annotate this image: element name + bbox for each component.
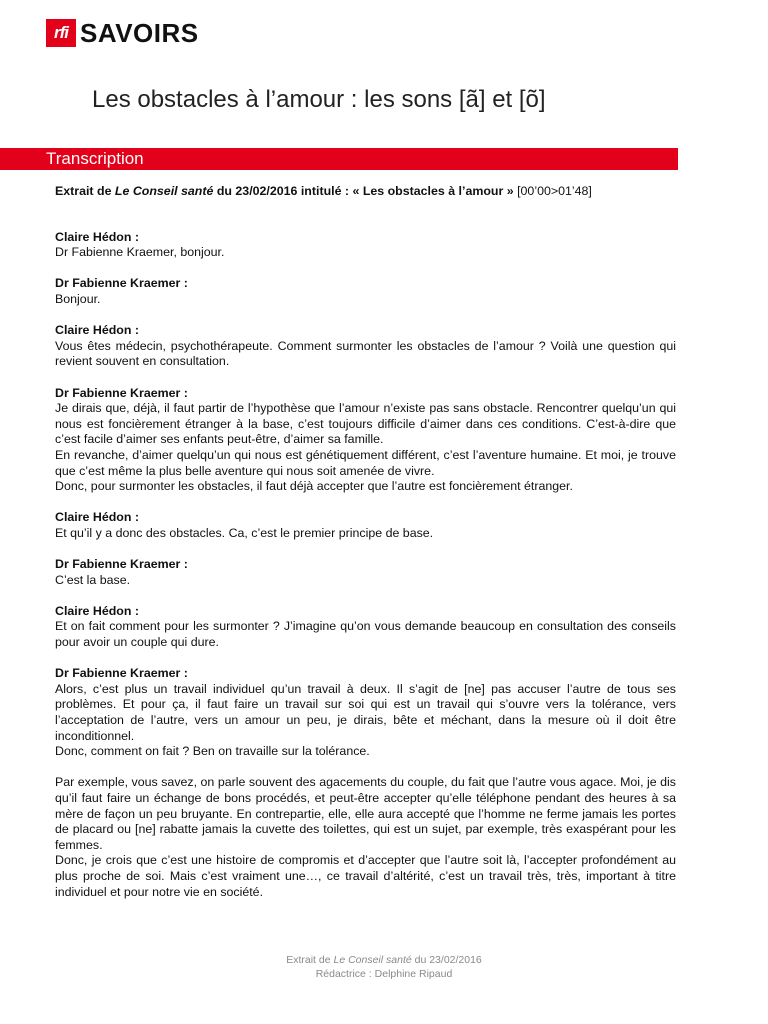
speaker-name: Dr Fabienne Kraemer : — [55, 666, 188, 681]
dialogue-list — [55, 230, 676, 901]
extract-reference — [55, 184, 676, 200]
dialogue-turn — [55, 604, 676, 651]
speech-paragraph: Donc, comment on fait ? Ben on travaille sur la tolérance. — [55, 744, 370, 759]
speech-paragraph: Et qu’il y a donc des obstacles. Ca, c’est le premier principe de base. — [55, 525, 434, 540]
dialogue-turn — [55, 386, 676, 495]
extract-timecode: [00’00>01’48] — [517, 184, 592, 198]
speech-paragraph: Donc, je crois que c’est une histoire de compromis et d’accepter que l’autre soit là, l’accepter profondément au plus proche de soi. Mais c’est vraiment une…, ce travail d’altérité, c’est un travail très, très, important à titre individuel et pour notre vie en société. — [55, 853, 676, 899]
dialogue-turn — [55, 666, 676, 900]
dialogue-turn — [55, 510, 676, 541]
page-title: Les obstacles à l’amour : les sons [ã] et [õ] — [92, 86, 546, 113]
speaker-name: Claire Hédon : — [55, 229, 139, 244]
page-footer — [0, 953, 768, 981]
speaker-name: Claire Hédon : — [55, 510, 139, 525]
speaker-name: Claire Hédon : — [55, 603, 139, 618]
dialogue-turn — [55, 230, 676, 261]
speech-paragraph: Donc, pour surmonter les obstacles, il faut déjà accepter que l’autre est foncièrement étranger. — [55, 479, 573, 494]
speaker-name: Dr Fabienne Kraemer : — [55, 385, 188, 400]
dialogue-turn — [55, 276, 676, 307]
speech-paragraph: Dr Fabienne Kraemer, bonjour. — [55, 245, 225, 260]
paragraph-gap — [55, 760, 676, 776]
speech-paragraph: Je dirais que, déjà, il faut partir de l’hypothèse que l’amour n’existe pas sans obstacle. Rencontrer quelqu’un qui nous est foncièrement étranger à la base, c’est toujours difficile d’aimer dans ces conditions. C’est-à-dire que c’est facile d’aimer ses enfants peut-être, d’aimer sa famille. — [55, 401, 676, 447]
section-header-bar — [0, 148, 678, 170]
footer-prefix: Extrait de — [286, 954, 334, 966]
extract-prefix: Extrait de — [55, 184, 115, 198]
rfi-logo-mark: rfi — [46, 19, 76, 47]
speech-paragraph: C’est la base. — [55, 572, 131, 587]
footer-date: du 23/02/2016 — [411, 954, 482, 966]
savoirs-wordmark: SAVOIRS — [80, 17, 199, 48]
extract-middle: du 23/02/2016 intitulé : « Les obstacles à l’amour » — [213, 184, 518, 198]
transcript-content — [55, 184, 676, 916]
speech-paragraph: Par exemple, vous savez, on parle souvent des agacements du couple, du fait que l’autre vous agace. Moi, je dis qu’il faut faire un échange de bons procédés, et peut-être accepter qu’elle téléphone pendant des heures à sa mère de façon un peu bruyante. En contrepartie, elle, elle aura accepté que l’homme ne ferme jamais les portes de placard ou [ne] rabatte jamais la cuvette des toilettes, qui est un sujet, par exemple, très exaspérant pour les femmes. — [55, 775, 676, 852]
dialogue-turn — [55, 323, 676, 370]
speech-paragraph: Et on fait comment pour les surmonter ? J’imagine qu’on vous demande beaucoup en consultation des conseils pour avoir un couple qui dure. — [55, 619, 676, 650]
speech-paragraph: Alors, c’est plus un travail individuel qu’un travail à deux. Il s’agit de [ne] pas accuser l’autre de tous ses problèmes. Et pour ça, il faut faire un travail sur soi qui est un travail qui s’ouvre vers la tolérance, vers l’acceptation de l’autre, vers un amour un peu, je dirais, bête et méchant, dans la mesure où il doit être inconditionnel. — [55, 681, 676, 743]
speaker-name: Claire Hédon : — [55, 323, 139, 338]
speaker-name: Dr Fabienne Kraemer : — [55, 557, 188, 572]
extract-show-name: Le Conseil santé — [114, 184, 214, 198]
speech-paragraph: Bonjour. — [55, 291, 101, 306]
footer-show-name: Le Conseil santé — [333, 954, 412, 966]
section-header-label: Transcription — [46, 149, 144, 168]
speaker-name: Dr Fabienne Kraemer : — [55, 276, 188, 291]
footer-source-line — [0, 953, 768, 967]
speech-paragraph: Vous êtes médecin, psychothérapeute. Comment surmonter les obstacles de l’amour ? Voilà une question qui revient souvent en consultation. — [55, 338, 676, 369]
speech-paragraph: En revanche, d’aimer quelqu’un qui nous est génétiquement différent, c’est l’aventure humaine. Et moi, je trouve que c’est même la plus belle aventure qui nous soit amenée de vivre. — [55, 447, 676, 478]
dialogue-turn — [55, 557, 676, 588]
rfi-savoirs-logo[interactable] — [46, 18, 199, 48]
footer-editor-line: Rédactrice : Delphine Ripaud — [315, 968, 453, 980]
